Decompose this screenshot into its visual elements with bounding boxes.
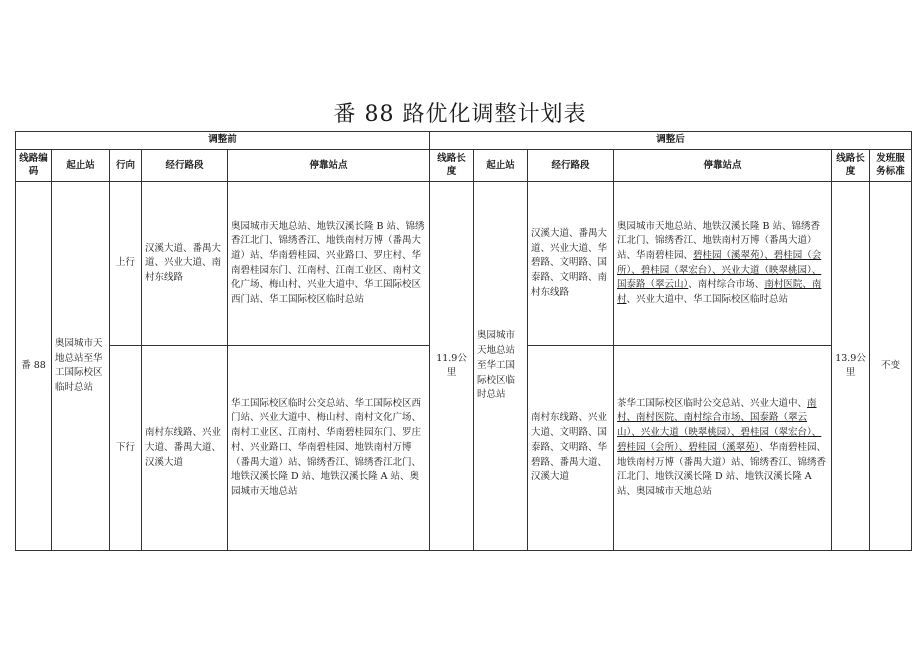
header-stops-new: 停靠站点 — [614, 149, 832, 182]
start-end-after: 奥园城市天地总站至华工国际校区临时总站 — [474, 182, 528, 551]
length-before: 11.9公里 — [430, 182, 474, 551]
stops-after-down-new1: 南村、南村医院、南村综合市场、国泰路（翠云山）、兴业大道（映翠桃园）、碧桂园（翠宏台）、碧桂园（会所）、碧桂园（溪翠苑） — [617, 397, 822, 453]
header-stops: 停靠站点 — [228, 149, 430, 182]
stops-before-down: 华工国际校区临时公交总站、华工国际校区西门站、兴业大道中、梅山村、南村文化广场、南村工业区、江南村、华南碧桂园东门、罗庄村、兴业路口、华南碧桂园、地铁南村万博（番禺大道）站、锦绣香江、锦绣香江北门、地铁汉溪长隆 D 站、地铁汉溪长隆 A 站、奥园城市天地总站 — [228, 346, 430, 551]
header-line-no: 线路编码 — [16, 149, 52, 182]
line-number: 番 88 — [16, 182, 52, 551]
direction-down: 下行 — [110, 346, 142, 551]
start-end-before: 奥园城市天地总站至华工国际校区临时总站 — [52, 182, 110, 551]
stops-after-up-part3: 、兴业大道中、华工国际校区临时总站 — [626, 294, 789, 306]
length-after: 13.9公里 — [832, 182, 870, 551]
route-before-down: 南村东线路、兴业大道、番禺大道、汉溪大道 — [142, 346, 228, 551]
stops-after-up-part2: 、南村综合市场、 — [688, 279, 765, 291]
header-direction: 行向 — [110, 149, 142, 182]
route-after-down: 南村东线路、兴业大道、文明路、国泰路、文明路、华碧路、番禺大道、汉溪大道 — [528, 346, 614, 551]
stops-before-up: 奥园城市天地总站、地铁汉溪长隆 B 站、锦绣香江北门、锦绣香江、地铁南村万博（番禺大道）站、华南碧桂园、兴业路口、罗庄村、华南碧桂园东门、江南村、江南工业区、南村文化广场、梅山村、兴业大道中、华工国际校区西门站、华工国际校区临时总站 — [228, 182, 430, 346]
stops-after-up — [614, 182, 832, 346]
header-row — [16, 149, 912, 182]
stops-after-up-new2: 南村医院、南村 — [617, 279, 822, 306]
stops-after-up-new1: 碧桂园（溪翠苑）、碧桂园（会所）、碧桂园（翠宏台）、兴业大道（映翠桃园）、国泰路（翠云山） — [617, 250, 822, 291]
section-after: 调整后 — [430, 132, 912, 150]
header-length-new: 线路长度 — [832, 149, 870, 182]
section-row — [16, 132, 912, 150]
stops-after-down — [614, 346, 832, 551]
stops-after-up-part1: 奥园城市天地总站、地铁汉溪长隆 B 站、锦绣香江北门、锦绣香江、地铁南村万博（番禺大道）站、华南碧桂园、 — [617, 220, 821, 262]
service-standard: 不变 — [870, 182, 912, 551]
route-before-up: 汉溪大道、番禺大道、兴业大道、南村东线路 — [142, 182, 228, 346]
route-after-up: 汉溪大道、番禺大道、兴业大道、华碧路、文明路、国泰路、文明路、南村东线路 — [528, 182, 614, 346]
header-route: 经行路段 — [142, 149, 228, 182]
header-start-end-new: 起止站 — [474, 149, 528, 182]
plan-table — [15, 131, 912, 551]
header-route-new: 经行路段 — [528, 149, 614, 182]
header-start-end: 起止站 — [52, 149, 110, 182]
stops-after-down-part1: 茶华工国际校区临时公交总站、兴业大道中、 — [617, 397, 808, 409]
page-title: 番 88 路优化调整计划表 — [333, 102, 587, 127]
section-before: 调整前 — [16, 132, 430, 150]
header-length: 线路长度 — [430, 149, 474, 182]
direction-up: 上行 — [110, 182, 142, 346]
header-service: 发班服务标准 — [870, 149, 912, 182]
table-row-up — [16, 182, 912, 346]
stops-after-down-part2: 、华南碧桂园、地铁南村万博（番禺大道）站、锦绣香江、锦绣香江北门、地铁汉溪长隆 D 站、地铁汉溪长隆 A 站、奥园城市天地总站 — [617, 441, 827, 498]
